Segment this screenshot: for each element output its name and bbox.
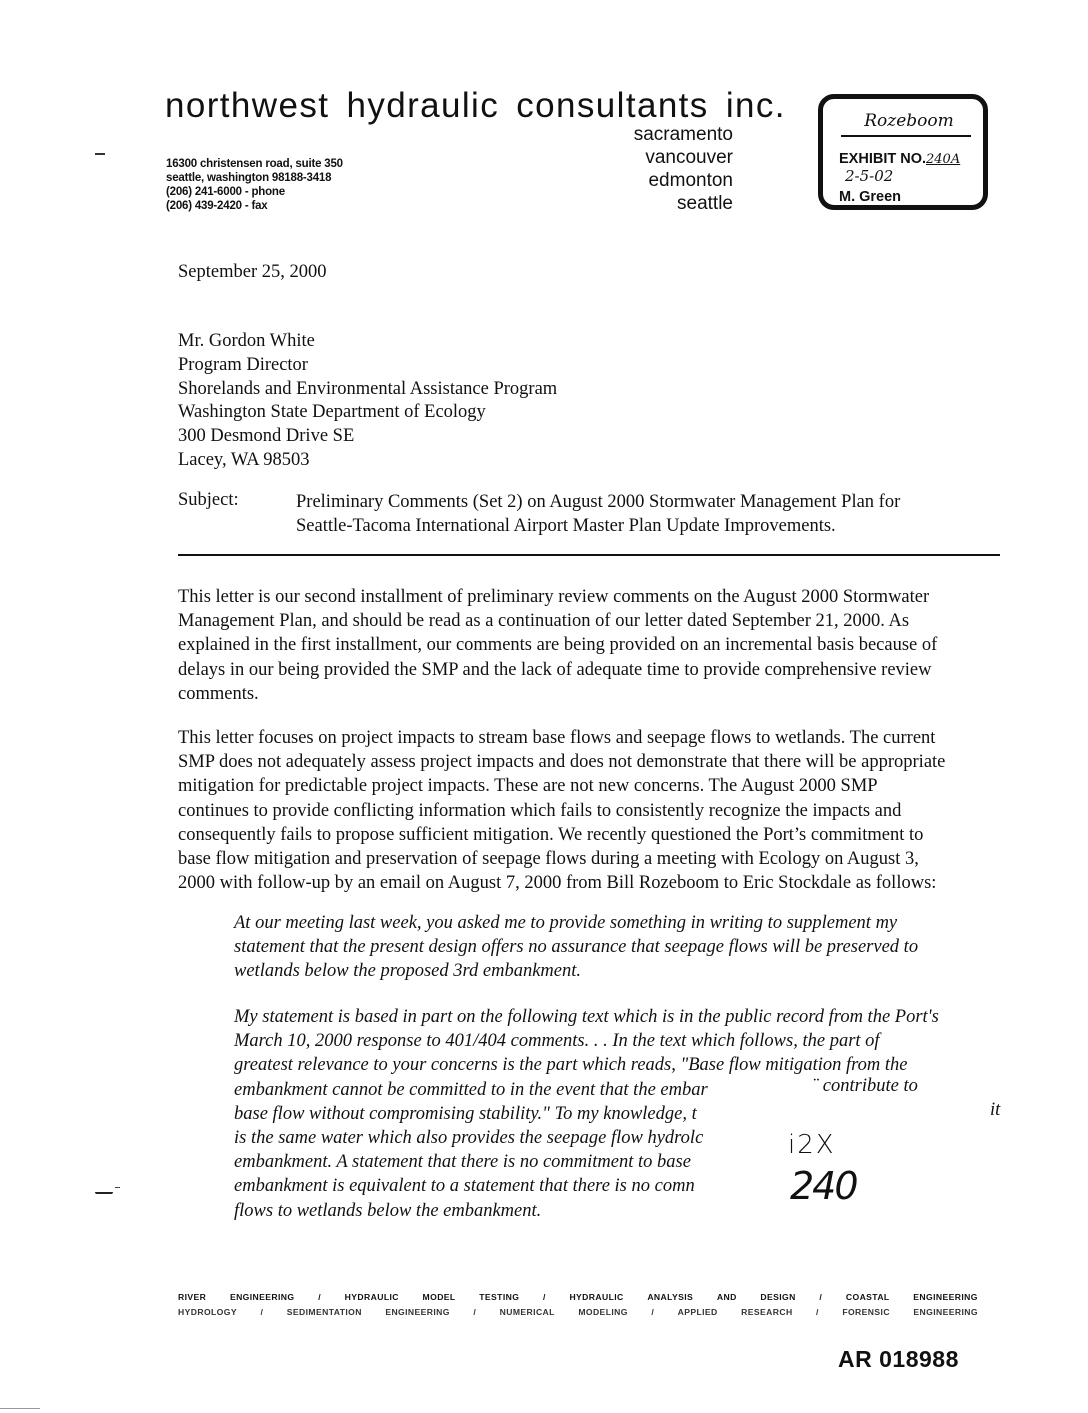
text-line: embankment. A statement that there is no commitment to base — [234, 1152, 691, 1173]
occluded-text-fragment: ¨ contribute to — [812, 1076, 918, 1096]
service-word: HYDROLOGY — [178, 1307, 237, 1317]
letter-date: September 25, 2000 — [178, 262, 327, 282]
service-separator: / — [260, 1307, 264, 1317]
text-line: mitigation for predictable project impacts. These are not new concerns. The August 2000 SMP — [178, 776, 878, 797]
exhibit-label: EXHIBIT NO. — [839, 151, 927, 167]
service-word: ENGINEERING — [229, 1292, 295, 1302]
company-name: northwest hydraulic consultants inc. — [165, 86, 786, 125]
text-line: flows to wetlands below the embankment. — [234, 1200, 542, 1221]
office-edmonton: edmonton — [648, 170, 733, 191]
signature-line — [841, 135, 971, 137]
separator-rule — [178, 554, 1000, 556]
occluded-text-fragment: it — [990, 1100, 1001, 1120]
text-line: delays in our being provided the SMP and the lack of adequate time to provide comprehensive review — [178, 659, 932, 680]
service-word: ENGINEERING — [913, 1307, 978, 1317]
scan-mark — [95, 1192, 113, 1194]
service-word: HYDRAULIC — [344, 1292, 399, 1302]
text-line: At our meeting last week, you asked me to provide something in writing to supplement my — [234, 913, 898, 933]
witness-signature: Rozeboom — [864, 111, 954, 131]
address-fax: (206) 439-2420 - fax — [166, 200, 268, 212]
text-line: March 10, 2000 response to 401/404 comments. . . In the text which follows, the part of — [234, 1031, 880, 1052]
service-word: HYDRAULIC — [569, 1292, 624, 1302]
service-word: APPLIED — [677, 1307, 718, 1317]
address-street: 16300 christensen road, suite 350 — [166, 158, 343, 170]
address-phone: (206) 241-6000 - phone — [166, 186, 285, 198]
paragraph-intro — [178, 585, 1008, 706]
text-line: My statement is based in part on the following text which is in the public record from the Port's — [234, 1007, 939, 1027]
services-row-1 — [178, 1290, 978, 1305]
subject-text — [296, 490, 900, 538]
text-line: embankment cannot be committed to in the event that the embar — [234, 1079, 708, 1100]
text-line: statement that the present design offers no assurance that seepage flows will be preserved to — [234, 937, 919, 958]
text-line: This letter is our second installment of preliminary review comments on the August 2000 Stormwater — [178, 587, 930, 607]
text-line: Management Plan, and should be read as a continuation of our letter dated September 21, 2000. As — [178, 611, 910, 632]
text-line: wetlands below the proposed 3rd embankment. — [234, 961, 582, 982]
exhibit-stamp — [818, 94, 988, 210]
service-separator: / — [318, 1292, 321, 1302]
office-vancouver: vancouver — [645, 147, 733, 168]
bates-number: AR 018988 — [838, 1346, 959, 1372]
text-line: continues to provide conflicting information which fails to consistently recognize the impacts and — [178, 800, 902, 821]
court-reporter: M. Green — [839, 189, 902, 205]
service-word: ENGINEERING — [913, 1292, 978, 1302]
recipient-title: Program Director — [178, 354, 308, 375]
text-line: This letter focuses on project impacts to stream base flows and seepage flows to wetlands. The current — [178, 728, 936, 748]
paragraph-focus — [178, 726, 1008, 895]
subject-line: Seattle-Tacoma International Airport Master Plan Update Improvements. — [296, 516, 836, 536]
address-city: seattle, washington 98188-3418 — [166, 172, 332, 184]
recipient-street: 300 Desmond Drive SE — [178, 426, 355, 447]
exhibit-number-field — [839, 151, 960, 167]
office-seattle: seattle — [677, 193, 733, 214]
office-sacramento: sacramento — [633, 124, 733, 145]
text-line: explained in the first installment, our comments are being provided on an incremental basis because of — [178, 635, 938, 656]
recipient-city: Lacey, WA 98503 — [178, 449, 310, 470]
service-word: RIVER — [178, 1292, 207, 1302]
subject-label: Subject: — [178, 490, 239, 510]
service-word: MODELING — [578, 1307, 628, 1317]
company-address — [166, 157, 343, 213]
subject-line: Preliminary Comments (Set 2) on August 2000 Stormwater Management Plan for — [296, 492, 901, 512]
recipient-department: Washington State Department of Ecology — [178, 402, 486, 423]
exhibit-number: 240A — [926, 152, 961, 167]
service-word: FORENSIC — [842, 1307, 890, 1317]
handwritten-annotation: i2X — [788, 1130, 836, 1160]
service-word: ANALYSIS — [647, 1292, 694, 1302]
recipient-address-block — [178, 330, 557, 473]
services-row-2 — [178, 1305, 978, 1320]
service-word: MODEL — [422, 1292, 456, 1302]
service-word: DESIGN — [760, 1292, 796, 1302]
service-word: COASTAL — [845, 1292, 890, 1302]
service-separator: / — [542, 1292, 546, 1302]
service-word: NUMERICAL — [499, 1307, 555, 1317]
office-locations — [600, 123, 733, 215]
text-line: embankment is equivalent to a statement that there is no comn — [234, 1176, 695, 1197]
service-word: RESEARCH — [741, 1307, 793, 1317]
exhibit-date: 2-5-02 — [845, 167, 894, 185]
text-line: 2000 with follow-up by an email on August 7, 2000 from Bill Rozeboom to Eric Stockdale as follows: — [178, 873, 937, 894]
handwritten-annotation: 240 — [790, 1164, 857, 1208]
service-separator: / — [473, 1307, 477, 1317]
text-line: base flow mitigation and preservation of seepage flows during a meeting with Ecology on August 3, — [178, 849, 919, 870]
service-separator: / — [819, 1292, 823, 1302]
scan-mark — [95, 153, 105, 155]
service-separator: / — [816, 1307, 819, 1317]
text-line: base flow without compromising stability." To my knowledge, t — [234, 1103, 697, 1124]
text-line: is the same water which also provides the seepage flow hydrolc — [234, 1128, 704, 1149]
service-separator: / — [651, 1307, 655, 1317]
footer-services — [178, 1290, 978, 1320]
text-line: SMP does not adequately assess project impacts and does not demonstrate that there will be appropriate — [178, 752, 946, 773]
quoted-email-paragraph-1 — [234, 911, 1014, 984]
scan-mark — [0, 1408, 40, 1409]
service-word: TESTING — [479, 1292, 520, 1302]
service-word: ENGINEERING — [385, 1307, 450, 1317]
text-line: greatest relevance to your concerns is the part which reads, "Base flow mitigation from the — [234, 1055, 908, 1076]
scan-mark — [115, 1187, 120, 1188]
text-line: comments. — [178, 683, 259, 704]
quoted-email-paragraph-2 — [234, 1005, 1014, 1223]
recipient-name: Mr. Gordon White — [178, 331, 315, 351]
service-word: SEDIMENTATION — [286, 1307, 362, 1317]
text-line: consequently fails to propose sufficient mitigation. We recently questioned the Port’s commitment to — [178, 824, 924, 845]
service-word: AND — [716, 1292, 737, 1302]
recipient-program: Shorelands and Environmental Assistance Program — [178, 378, 558, 399]
